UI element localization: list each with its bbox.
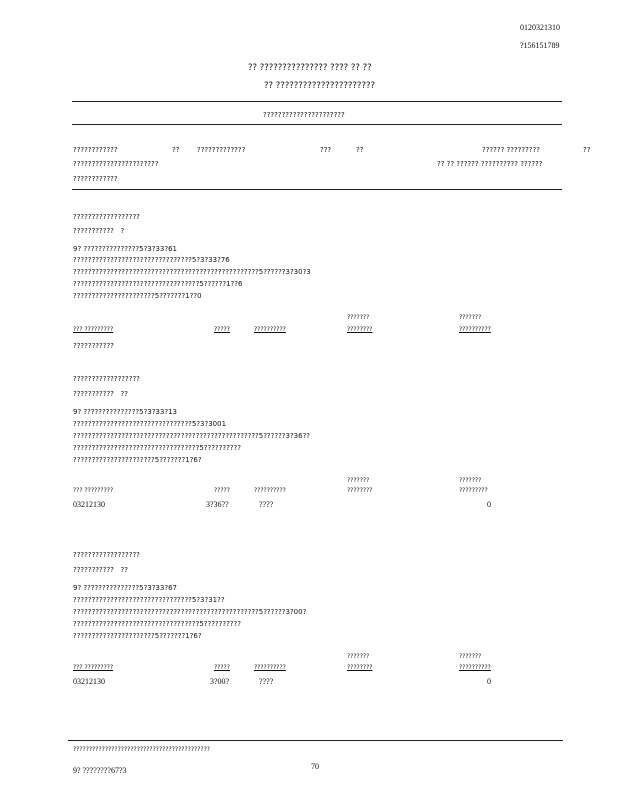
info-field-5: ?? (356, 146, 364, 154)
record-heading: ?????????????????? (73, 213, 140, 221)
info-field-1: ???????????? (73, 146, 118, 154)
column-header: ??? ????????? (73, 487, 114, 494)
column-header: ?????????? (254, 664, 286, 671)
footer-rule (68, 740, 563, 741)
footnote-reference: 9? ????????67?3 (73, 766, 127, 775)
record-subheading: ??????????? ?? (73, 390, 128, 398)
info-field-2: ?? (172, 146, 180, 154)
table-cell: 0 (487, 500, 491, 509)
info-field-6: ?????? ????????? (482, 146, 540, 154)
document-title-line-2: ?? ?????????????????????? (264, 81, 375, 91)
record-line: ??????????????????????????????????????????????????5??????3?36?? (73, 432, 311, 440)
info-field-8: ??????????????????????? (73, 160, 159, 168)
record-line: ????????????????????????????????5?3?33?76 (73, 256, 230, 264)
footnote-line: ??????????????????????????????????????????? (73, 746, 210, 753)
record-line: ??????????????????????5???????1??0 (73, 292, 202, 300)
document-id-secondary: ?156151789 (520, 41, 560, 50)
record-subheading: ??????????? ?? (73, 566, 128, 574)
column-header: ??????? (347, 653, 370, 660)
record-line: ????????????????????????????????5?3?3001 (73, 420, 227, 428)
subtitle-rule (72, 124, 562, 125)
info-field-7: ?? (583, 146, 591, 154)
column-header: ?????????? (459, 664, 491, 671)
column-header: ???????? (347, 487, 373, 494)
table-cell: 03212130 (73, 677, 105, 686)
record-line: 9? ???????????????5?3?33?61 (73, 245, 177, 253)
column-header: ??????? (459, 314, 482, 321)
record-line: ??????????????????????????????????5??????1??6 (73, 280, 243, 288)
column-header: ?????????? (459, 326, 491, 333)
column-header: ??????? (347, 314, 370, 321)
table-cell: ???? (259, 500, 274, 509)
info-field-4: ??? (320, 146, 332, 154)
column-header: ??????? (459, 653, 482, 660)
column-header: ?????????? (254, 326, 286, 333)
record-heading: ?????????????????? (73, 551, 140, 559)
table-cell: ???? (259, 677, 274, 686)
record-line: ??????????????????????????????????5?????????? (73, 620, 241, 628)
section-subtitle: ?????????????????????? (263, 111, 345, 119)
record-line: ??????????????????????5???????1?6? (73, 632, 202, 640)
column-header: ????? (214, 326, 230, 333)
column-header: ???????? (347, 326, 373, 333)
document-id: 0120321310 (520, 23, 560, 32)
table-cell: 0 (487, 677, 491, 686)
document-title: ?? ??????????????? ???? ?? ?? (248, 63, 372, 73)
info-field-9: ?? ?? ?????? ?????????? ?????? (437, 160, 543, 168)
table-cell: 3?36?? (206, 500, 229, 509)
column-header: ?????????? (254, 487, 286, 494)
column-header: ????? (214, 664, 230, 671)
column-header: ????????? (459, 487, 488, 494)
table-cell: 3?00? (210, 677, 230, 686)
record-line: ??????????????????????????????????????????????????5??????3?00? (73, 608, 307, 616)
column-header: ??????? (459, 477, 482, 484)
info-field-10: ???????????? (73, 175, 118, 183)
info-field-3: ????????????? (197, 146, 246, 154)
info-rule (72, 189, 562, 190)
record-line: 9? ???????????????5?3?33?67 (73, 584, 177, 592)
column-header: ??? ????????? (73, 664, 114, 671)
record-line: ??????????????????????????????????5?????????? (73, 444, 241, 452)
column-header: ???????? (347, 664, 373, 671)
column-header: ????? (214, 487, 230, 494)
record-heading: ?????????????????? (73, 375, 140, 383)
record-note: ??????????? (73, 342, 114, 350)
record-line: ??????????????????????5???????1?6? (73, 456, 202, 464)
page-number: 70 (311, 762, 319, 771)
record-line: 9? ???????????????5?3?33?13 (73, 408, 177, 416)
header-rule (72, 101, 562, 102)
record-line: ??????????????????????????????????????????????????5??????3?30?3 (73, 268, 311, 276)
column-header: ??????? (347, 477, 370, 484)
record-line: ????????????????????????????????5?3?31?? (73, 596, 225, 604)
column-header: ??? ????????? (73, 326, 114, 333)
table-cell: 03212130 (73, 500, 105, 509)
record-subheading: ??????????? ? (73, 227, 125, 235)
